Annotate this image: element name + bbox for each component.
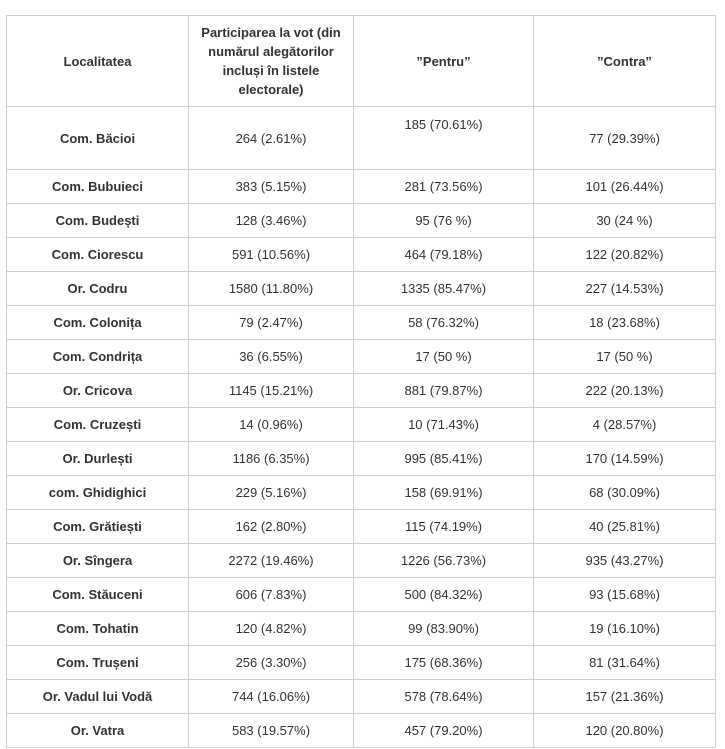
- header-pentru: ”Pentru”: [354, 16, 534, 107]
- cell-pentru: 10 (71.43%): [354, 408, 534, 442]
- cell-contra: 17 (50 %): [534, 340, 716, 374]
- table-row: [7, 107, 716, 170]
- cell-pentru: 99 (83.90%): [354, 612, 534, 646]
- cell-contra: 93 (15.68%): [534, 578, 716, 612]
- cell-participarea: 2272 (19.46%): [189, 544, 354, 578]
- cell-pentru: 1226 (56.73%): [354, 544, 534, 578]
- cell-pentru: 58 (76.32%): [354, 306, 534, 340]
- cell-localitatea: Com. Băcioi: [7, 107, 189, 170]
- table-row: [7, 544, 716, 578]
- cell-contra: 81 (31.64%): [534, 646, 716, 680]
- cell-pentru: 281 (73.56%): [354, 170, 534, 204]
- table-row: [7, 408, 716, 442]
- cell-participarea: 744 (16.06%): [189, 680, 354, 714]
- table-row: [7, 442, 716, 476]
- cell-participarea: 229 (5.16%): [189, 476, 354, 510]
- cell-contra: 227 (14.53%): [534, 272, 716, 306]
- cell-participarea: 256 (3.30%): [189, 646, 354, 680]
- cell-participarea: 14 (0.96%): [189, 408, 354, 442]
- table-row: [7, 680, 716, 714]
- table-body: [7, 107, 716, 748]
- cell-localitatea: Com. Condrița: [7, 340, 189, 374]
- header-participarea: Participarea la vot (din numărul alegătorilor incluși în listele electorale): [189, 16, 354, 107]
- table-row: [7, 612, 716, 646]
- cell-localitatea: com. Ghidighici: [7, 476, 189, 510]
- table-row: [7, 238, 716, 272]
- cell-pentru: 578 (78.64%): [354, 680, 534, 714]
- table-row: [7, 578, 716, 612]
- cell-contra: 19 (16.10%): [534, 612, 716, 646]
- cell-contra: 101 (26.44%): [534, 170, 716, 204]
- cell-localitatea: Or. Vatra: [7, 714, 189, 748]
- cell-contra: 120 (20.80%): [534, 714, 716, 748]
- table-row: [7, 510, 716, 544]
- cell-participarea: 120 (4.82%): [189, 612, 354, 646]
- cell-participarea: 1186 (6.35%): [189, 442, 354, 476]
- cell-participarea: 162 (2.80%): [189, 510, 354, 544]
- cell-localitatea: Com. Cruzești: [7, 408, 189, 442]
- cell-localitatea: Com. Stăuceni: [7, 578, 189, 612]
- table-row: [7, 170, 716, 204]
- table-row: [7, 646, 716, 680]
- cell-participarea: 1580 (11.80%): [189, 272, 354, 306]
- table-header-row: [7, 16, 716, 107]
- cell-localitatea: Or. Vadul lui Vodă: [7, 680, 189, 714]
- table-row: [7, 374, 716, 408]
- table-row: [7, 272, 716, 306]
- cell-pentru: 1335 (85.47%): [354, 272, 534, 306]
- cell-localitatea: Or. Durlești: [7, 442, 189, 476]
- cell-localitatea: Com. Grătiești: [7, 510, 189, 544]
- table-row: [7, 306, 716, 340]
- cell-contra: 18 (23.68%): [534, 306, 716, 340]
- cell-contra: 77 (29.39%): [534, 107, 716, 170]
- cell-pentru: 175 (68.36%): [354, 646, 534, 680]
- cell-participarea: 264 (2.61%): [189, 107, 354, 170]
- cell-participarea: 1145 (15.21%): [189, 374, 354, 408]
- cell-pentru: 995 (85.41%): [354, 442, 534, 476]
- cell-participarea: 128 (3.46%): [189, 204, 354, 238]
- cell-contra: 222 (20.13%): [534, 374, 716, 408]
- cell-pentru: 185 (70.61%): [354, 107, 534, 170]
- cell-participarea: 606 (7.83%): [189, 578, 354, 612]
- cell-localitatea: Com. Colonița: [7, 306, 189, 340]
- table-row: [7, 476, 716, 510]
- cell-pentru: 464 (79.18%): [354, 238, 534, 272]
- cell-participarea: 591 (10.56%): [189, 238, 354, 272]
- cell-participarea: 79 (2.47%): [189, 306, 354, 340]
- table-row: [7, 714, 716, 748]
- cell-pentru: 115 (74.19%): [354, 510, 534, 544]
- cell-contra: 170 (14.59%): [534, 442, 716, 476]
- cell-contra: 157 (21.36%): [534, 680, 716, 714]
- table-row: [7, 340, 716, 374]
- cell-participarea: 36 (6.55%): [189, 340, 354, 374]
- cell-contra: 122 (20.82%): [534, 238, 716, 272]
- cell-pentru: 17 (50 %): [354, 340, 534, 374]
- cell-localitatea: Or. Codru: [7, 272, 189, 306]
- cell-localitatea: Or. Sîngera: [7, 544, 189, 578]
- table-row: [7, 204, 716, 238]
- cell-localitatea: Or. Cricova: [7, 374, 189, 408]
- referendum-results-table: [6, 15, 716, 748]
- header-localitatea: Localitatea: [7, 16, 189, 107]
- cell-participarea: 583 (19.57%): [189, 714, 354, 748]
- cell-localitatea: Com. Budești: [7, 204, 189, 238]
- cell-pentru: 457 (79.20%): [354, 714, 534, 748]
- cell-contra: 40 (25.81%): [534, 510, 716, 544]
- cell-localitatea: Com. Bubuieci: [7, 170, 189, 204]
- cell-localitatea: Com. Tohatin: [7, 612, 189, 646]
- cell-localitatea: Com. Ciorescu: [7, 238, 189, 272]
- cell-pentru: 500 (84.32%): [354, 578, 534, 612]
- cell-contra: 30 (24 %): [534, 204, 716, 238]
- cell-participarea: 383 (5.15%): [189, 170, 354, 204]
- cell-pentru: 881 (79.87%): [354, 374, 534, 408]
- header-contra: ”Contra”: [534, 16, 716, 107]
- cell-localitatea: Com. Trușeni: [7, 646, 189, 680]
- cell-pentru: 95 (76 %): [354, 204, 534, 238]
- cell-pentru: 158 (69.91%): [354, 476, 534, 510]
- cell-contra: 4 (28.57%): [534, 408, 716, 442]
- cell-contra: 935 (43.27%): [534, 544, 716, 578]
- cell-contra: 68 (30.09%): [534, 476, 716, 510]
